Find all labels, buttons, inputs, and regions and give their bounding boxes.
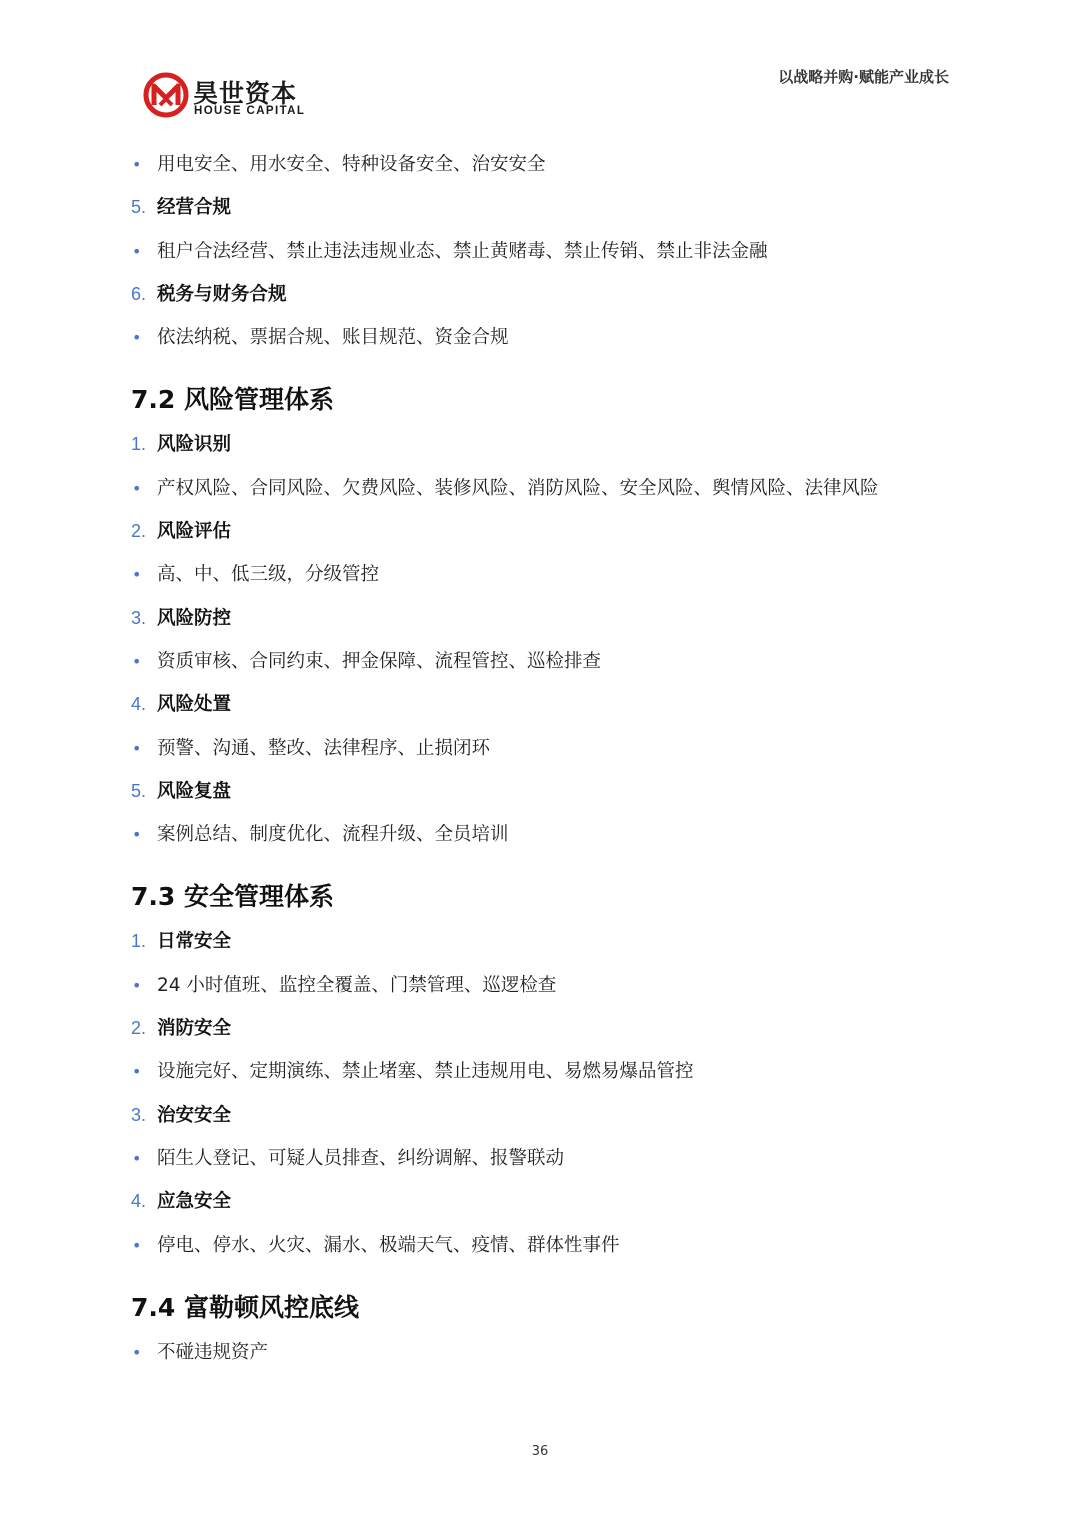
heading-text: 日常安全 (157, 931, 232, 953)
heading-text: 风险处置 (157, 694, 232, 716)
bullet-marker: • (132, 1062, 142, 1082)
intro-list (131, 143, 971, 359)
number-marker: 3. (131, 607, 147, 628)
numbered-heading (131, 510, 971, 553)
header-slogan: 以战略并购·赋能产业成长 (778, 68, 949, 86)
page-number: 36 (531, 1444, 549, 1459)
numbered-heading (131, 273, 971, 316)
heading-text: 消防安全 (157, 1018, 232, 1040)
numbered-heading (131, 1180, 971, 1223)
list-item-text: 高、中、低三级，分级管控 (157, 564, 380, 586)
list-item (131, 467, 971, 510)
list-item-text: 产权风险、合同风险、欠费风险、装修风险、消防风险、安全风险、舆情风险、法律风险 (157, 477, 879, 499)
heading-text: 风险复盘 (157, 780, 232, 802)
heading-text: 风险防控 (157, 607, 232, 629)
numbered-heading (131, 1007, 971, 1050)
list-item (131, 1137, 971, 1180)
list-item-text: 案例总结、制度优化、流程升级、全员培训 (157, 824, 509, 846)
bullet-marker: • (132, 1342, 142, 1362)
section-safety-management (131, 874, 971, 1266)
bullet-marker: • (132, 738, 142, 758)
house-capital-logo-icon (143, 72, 189, 118)
logo-name: 昊世资本 (193, 79, 298, 108)
numbered-heading (131, 1094, 971, 1137)
numbered-heading (131, 423, 971, 466)
list-item-text: 资质审核、合同约束、押金保障、流程管控、巡检排查 (157, 650, 602, 672)
list-item-text: 24 小时值班、监控全覆盖、门禁管理、巡逻检查 (157, 974, 557, 996)
list-item (131, 1050, 971, 1093)
number-marker: 3. (131, 1104, 147, 1125)
bullet-marker: • (132, 241, 142, 261)
bullet-marker: • (132, 651, 142, 671)
list-item (131, 553, 971, 596)
number-marker: 2. (131, 521, 147, 542)
heading-text: 税务与财务合规 (157, 283, 287, 305)
bullet-marker: • (132, 155, 142, 174)
section-title: 7.4 富勒顿风控底线 (131, 1292, 359, 1322)
bullet-marker: • (132, 328, 142, 348)
section-risk-bottom-line (131, 1285, 971, 1374)
list-item (131, 727, 971, 770)
heading-text: 经营合规 (157, 197, 232, 219)
numbered-heading (131, 920, 971, 963)
number-marker: 1. (131, 931, 147, 952)
list-item (131, 143, 971, 186)
list-item-text: 不碰违规资产 (157, 1341, 269, 1363)
list-item (131, 813, 971, 856)
company-logo (143, 72, 313, 122)
heading-text: 风险识别 (157, 434, 232, 456)
list-item (131, 964, 971, 1007)
bullet-marker: • (132, 1235, 142, 1255)
heading-text: 治安安全 (157, 1104, 232, 1126)
heading-text: 应急安全 (157, 1191, 232, 1213)
list-item (131, 316, 971, 359)
heading-text: 风险评估 (157, 521, 232, 543)
number-marker: 5. (131, 197, 147, 218)
bullet-marker: • (132, 975, 142, 995)
logo-subtitle: HOUSE CAPITAL (194, 105, 306, 117)
list-item-text: 陌生人登记、可疑人员排查、纠纷调解、报警联动 (157, 1147, 565, 1169)
list-item (131, 1224, 971, 1267)
number-marker: 4. (131, 694, 147, 715)
numbered-heading (131, 770, 971, 813)
bullet-marker: • (132, 1148, 142, 1168)
list-item-text: 依法纳税、票据合规、账目规范、资金合规 (157, 327, 509, 349)
list-item (131, 640, 971, 683)
number-marker: 2. (131, 1018, 147, 1039)
list-item (131, 230, 971, 273)
page-header (0, 0, 1080, 130)
number-marker: 4. (131, 1191, 147, 1212)
bullet-marker: • (132, 565, 142, 585)
list-item-text: 预警、沟通、整改、法律程序、止损闭环 (157, 737, 491, 759)
numbered-heading (131, 597, 971, 640)
list-item-text: 设施完好、定期演练、禁止堵塞、禁止违规用电、易燃易爆品管控 (157, 1061, 694, 1083)
numbered-heading (131, 186, 971, 229)
number-marker: 6. (131, 283, 147, 304)
number-marker: 1. (131, 434, 147, 455)
list-item-text: 租户合法经营、禁止违法违规业态、禁止黄赌毒、禁止传销、禁止非法金融 (157, 240, 768, 262)
numbered-heading (131, 683, 971, 726)
section-title: 7.3 安全管理体系 (131, 882, 334, 912)
section-risk-management (131, 377, 971, 856)
bullet-marker: • (132, 825, 142, 845)
bullet-marker: • (132, 478, 142, 498)
document-body (131, 143, 971, 1374)
list-item-text: 用电安全、用水安全、特种设备安全、治安安全 (157, 154, 546, 175)
list-item (131, 1331, 971, 1374)
number-marker: 5. (131, 780, 147, 801)
list-item-text: 停电、停水、火灾、漏水、极端天气、疫情、群体性事件 (157, 1234, 620, 1256)
section-title: 7.2 风险管理体系 (131, 385, 334, 415)
